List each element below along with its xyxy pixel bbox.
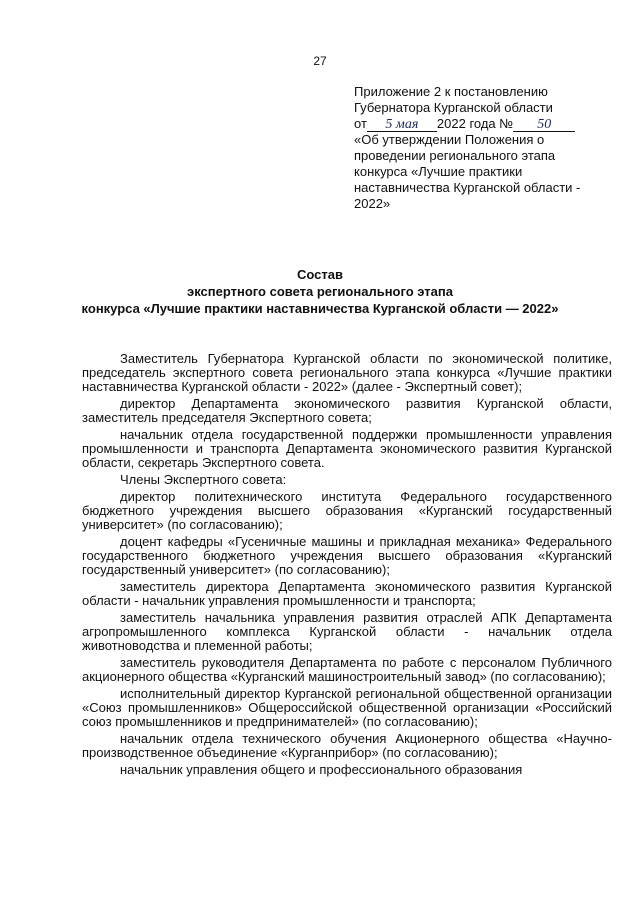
from-label: от xyxy=(354,116,367,131)
members-label: Члены Экспертного совета: xyxy=(120,472,287,488)
member-paragraph: начальник отдела технического обучения Акционерного общества «Научно-производственное объединение «Курганприбор» (по согласованию); xyxy=(82,731,612,761)
appendix-date-line xyxy=(354,116,624,132)
member-paragraph: заместитель директора Департамента экономического развития Курганской области - начальник управления промышленности и транспорта; xyxy=(82,579,612,609)
member-paragraph: заместитель руководителя Департамента по работе с персоналом Публичного акционерного общества «Курганский машиностроительный завод» (по согласованию); xyxy=(82,655,612,685)
heading-subtitle: конкурса «Лучшие практики наставничества Курганской области — 2022» xyxy=(81,301,559,316)
member-paragraph: директор политехнического института Федерального государственного бюджетного учреждения высшего образования «Курганский государственный университет» (по согласованию); xyxy=(82,488,612,533)
handwritten-date: 5 мая xyxy=(385,117,419,132)
appendix-line: Губернатора Курганской области xyxy=(354,100,553,115)
appendix-line: конкурса «Лучшие практики xyxy=(354,164,523,179)
appendix-line: «Об утверждении Положения о xyxy=(354,132,545,147)
appendix-line: наставничества Курганской области - xyxy=(354,180,581,195)
appendix-line: проведении регионального этапа xyxy=(354,148,556,163)
date-blank xyxy=(367,117,437,132)
appendix-block xyxy=(354,84,624,212)
member-paragraph: доцент кафедры «Гусеничные машины и прикладная механика» Федерального государственного бюджетного учреждения высшего образования «Курганский государственный университет» (по согласованию); xyxy=(82,533,612,578)
heading-subtitle: экспертного совета регионального этапа xyxy=(187,284,453,299)
appendix-line: Приложение 2 к постановлению xyxy=(354,84,548,99)
year-text: 2022 года № xyxy=(436,116,514,131)
document-body xyxy=(82,352,612,780)
member-paragraph: Заместитель Губернатора Курганской области по экономической политике, председатель экспертного совета регионального этапа конкурса «Лучшие практики наставничества Курганской области - 2022» (далее - Экспертный совет); xyxy=(82,351,612,395)
appendix-line: 2022» xyxy=(354,196,391,211)
member-paragraph: заместитель начальника управления развития отраслей АПК Департамента агропромышленного комплекса Курганской области - начальник отдела животноводства и племенной работы; xyxy=(82,609,612,654)
member-paragraph: начальник отдела государственной поддержки промышленности управления промышленности и транспорта Департамента экономического развития Курганской области, секретарь Экспертного совета. xyxy=(82,427,612,471)
document-heading xyxy=(0,266,640,317)
member-paragraph: начальник управления общего и профессионального образования xyxy=(120,761,523,777)
page-number: 27 xyxy=(313,54,327,68)
handwritten-number: 50 xyxy=(537,117,552,132)
member-paragraph: директор Департамента экономического развития Курганской области, заместитель председателя Экспертного совета; xyxy=(82,396,612,426)
member-paragraph: исполнительный директор Курганской региональной общественной организации «Союз промышленников» Общероссийской общественной организации «Российский союз промышленников и предпринимателей» (по согласованию); xyxy=(82,685,612,730)
number-blank xyxy=(513,117,575,132)
heading-title: Состав xyxy=(297,267,343,282)
